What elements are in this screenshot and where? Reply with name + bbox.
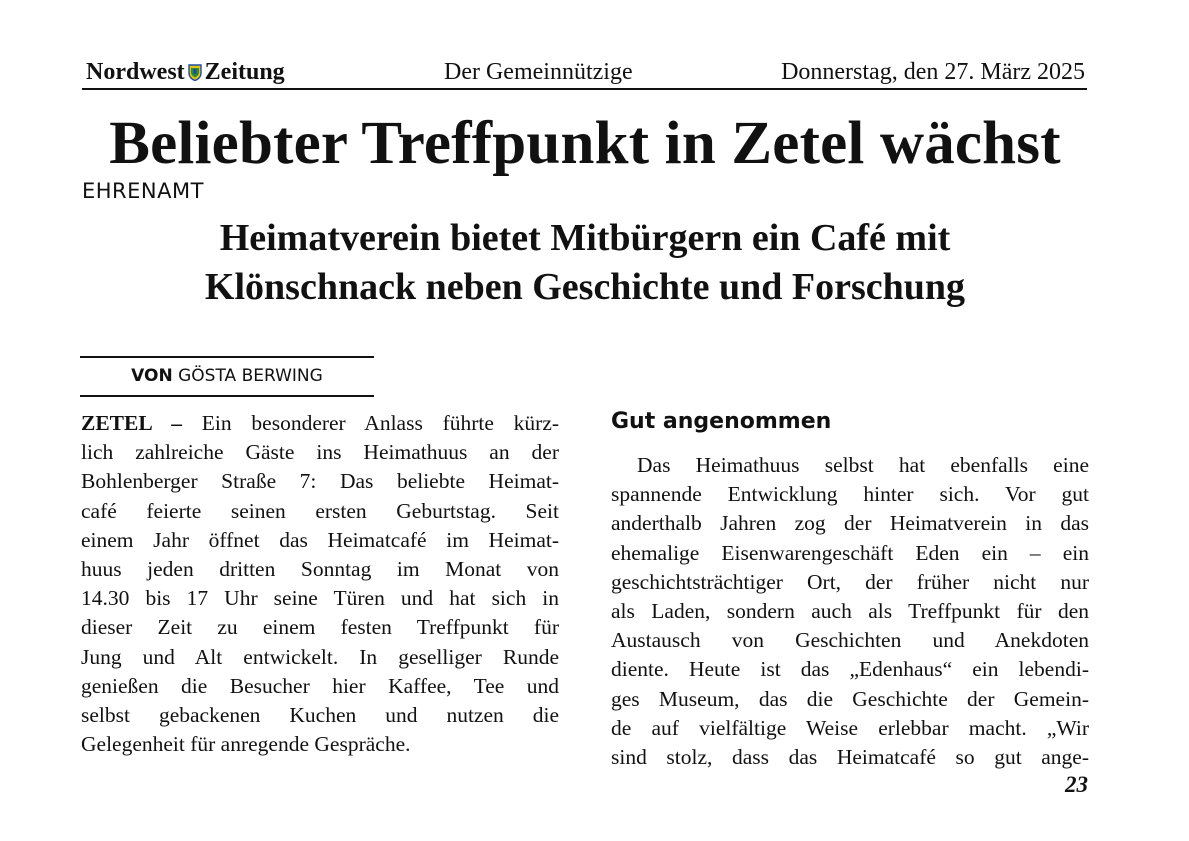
body-line: ehemalige Eisenwarengeschäft Eden ein – ein — [611, 540, 1089, 565]
body-line: Austausch von Geschichten und Anekdoten — [611, 628, 1089, 653]
page-number: 23 — [1065, 772, 1088, 797]
left-column — [81, 409, 559, 759]
body-line — [81, 409, 559, 438]
body-line: einem Jahr öffnet das Heimatcafé im Heimat- — [81, 527, 559, 552]
body-line: Gelegenheit für anregende Gespräche. — [81, 732, 411, 757]
section-heading: Gut angenommen — [611, 409, 832, 434]
dateline: ZETEL – — [81, 411, 183, 435]
body-line: café feierte seinen ersten Geburtstag. Seit — [81, 498, 559, 523]
issue-date: Donnerstag, den 27. März 2025 — [781, 59, 1085, 85]
body-line: geschichtsträchtiger Ort, der früher nicht nur — [611, 569, 1089, 594]
body-line: diente. Heute ist das „Edenhaus“ ein lebendi- — [611, 657, 1089, 682]
coat-of-arms-icon — [188, 64, 202, 81]
byline — [80, 363, 374, 389]
byline-rule-bottom — [80, 395, 374, 397]
kicker: EHRENAMT — [82, 179, 204, 203]
byline-prefix: VON — [131, 366, 173, 386]
body-line: dieser Zeit zu einem festen Treffpunkt für — [81, 615, 559, 640]
body-line: huus jeden dritten Sonntag im Monat von — [81, 556, 559, 581]
section-name: Der Gemeinnützige — [444, 59, 633, 85]
newspaper-logo[interactable] — [86, 58, 285, 86]
logo-text-right: Zeitung — [204, 59, 285, 85]
body-line: als Laden, sondern auch als Treffpunkt für den — [611, 598, 1089, 623]
masthead — [82, 58, 1087, 90]
subheadline-line: Klönschnack neben Geschichte und Forschung — [204, 266, 966, 308]
body-line: spannende Entwicklung hinter sich. Vor gut — [611, 482, 1089, 507]
subheadline — [82, 214, 1088, 312]
body-line: selbst gebackenen Kuchen und nutzen die — [81, 702, 559, 727]
body-line: ges Museum, das die Geschichte der Gemein- — [611, 686, 1089, 711]
logo-text-left: Nordwest — [86, 59, 185, 85]
body-line: de auf vielfältige Weise erlebbar macht. „Wir — [611, 715, 1089, 740]
right-column — [611, 451, 1089, 772]
byline-rule-top — [80, 356, 374, 358]
body-line: sind stolz, dass das Heimatcafé so gut ange- — [611, 744, 1089, 769]
byline-author: GÖSTA BERWING — [178, 366, 323, 386]
body-line-text: Ein besonderer Anlass führte kürz- — [201, 411, 559, 435]
body-line: Bohlenberger Straße 7: Das beliebte Heimat- — [81, 469, 559, 494]
body-line: Jung und Alt entwickelt. In geselliger Runde — [81, 644, 559, 669]
body-line: 14.30 bis 17 Uhr seine Türen und hat sich in — [81, 586, 559, 611]
body-line: lich zahlreiche Gäste ins Heimathuus an der — [81, 440, 559, 465]
body-line: Das Heimathuus selbst hat ebenfalls eine — [637, 453, 1089, 477]
subheadline-line: Heimatverein bietet Mitbürgern ein Café mit — [219, 217, 951, 259]
headline: Beliebter Treffpunkt in Zetel wächst — [109, 110, 1061, 177]
body-line: anderthalb Jahren zog der Heimatverein in das — [611, 511, 1089, 536]
body-line: genießen die Besucher hier Kaffee, Tee und — [81, 673, 559, 698]
